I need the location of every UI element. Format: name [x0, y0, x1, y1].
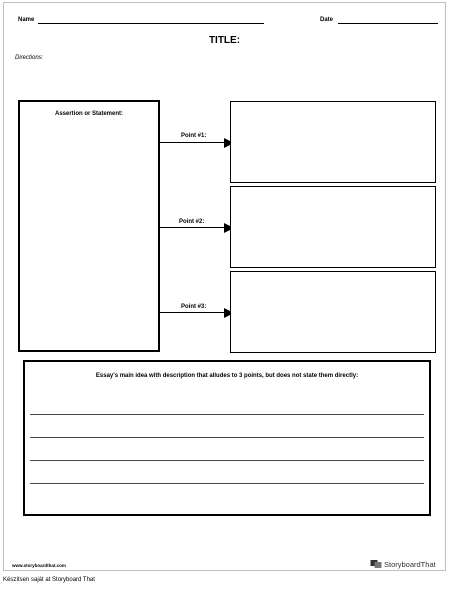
writing-line[interactable] [30, 460, 424, 461]
date-label: Date [320, 17, 334, 23]
point-3-box[interactable] [230, 271, 436, 353]
name-field-line[interactable] [38, 23, 264, 24]
writing-line[interactable] [30, 437, 424, 438]
point-1-arrow [160, 138, 234, 148]
assertion-label: Assertion or Statement: [54, 111, 123, 117]
credit-link[interactable]: Készítsen saját at Storyboard That [3, 577, 95, 583]
point-1-label: Point #1: [181, 133, 207, 139]
brand-name: StoryboardThat [384, 559, 436, 569]
storyboardthat-logo[interactable] [370, 559, 436, 569]
point-3-arrow [160, 308, 234, 318]
worksheet-page [3, 2, 446, 571]
storyboard-logo-icon [370, 559, 382, 569]
point-3-label: Point #3: [181, 304, 207, 310]
assertion-box[interactable] [18, 100, 160, 352]
point-2-box[interactable] [230, 186, 436, 268]
point-2-label: Point #2: [179, 219, 205, 225]
page-title: TITLE: [208, 35, 241, 46]
main-idea-heading: Essay's main idea with description that alludes to 3 points, but does not state them directly: [95, 373, 359, 379]
date-field-line[interactable] [338, 23, 438, 24]
point-1-box[interactable] [230, 101, 436, 183]
name-label: Name [18, 17, 35, 23]
directions-label: Directions: [15, 55, 44, 61]
writing-line[interactable] [30, 483, 424, 484]
main-idea-box[interactable] [23, 360, 431, 516]
writing-line[interactable] [30, 414, 424, 415]
footer-url[interactable]: www.storyboardthat.com [12, 563, 66, 568]
point-2-arrow [160, 223, 234, 233]
